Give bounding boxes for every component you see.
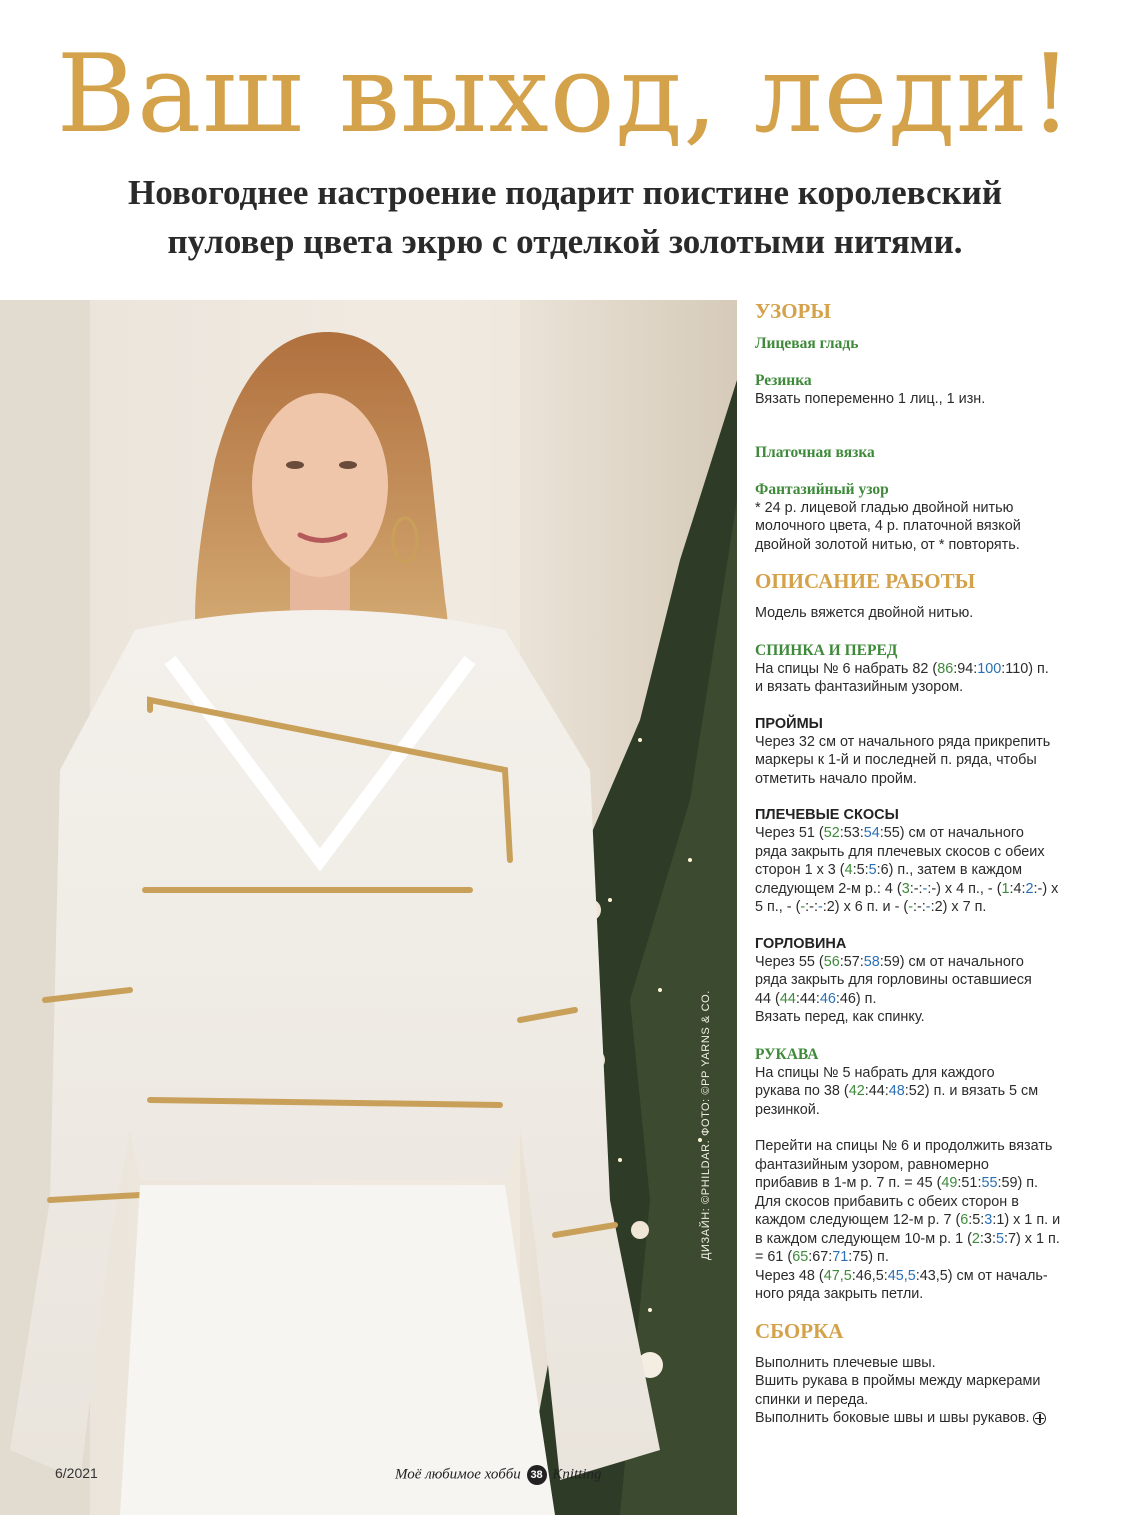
text-line: Вшить рукава в проймы между маркерами xyxy=(755,1373,1041,1389)
text-line: 5 п., - (-:-:-:2) х 6 п. и - (-:-:-:2) х 7 п. xyxy=(755,899,987,915)
text-line: спинки и переда. xyxy=(755,1391,869,1408)
description-heading: ОПИСАНИЕ РАБОТЫ xyxy=(755,569,976,593)
magazine-footer xyxy=(395,1465,602,1485)
pattern-title: Лицевая гладь xyxy=(755,335,859,352)
text-line: На спицы № 5 набрать для каждого xyxy=(755,1064,995,1081)
section-name: Knitting xyxy=(552,1466,602,1483)
pattern-rib xyxy=(755,371,1115,409)
text-line: каждом следующем 12-м р. 7 (6:5:3:1) х 1 п. и xyxy=(755,1212,1061,1228)
text-line: Вязать перед, как спинку. xyxy=(755,1009,925,1025)
text-line: следующем 2-м р.: 4 (3:-:-:-) х 4 п., - (1:4:2:-) х xyxy=(755,880,1059,897)
page-subtitle xyxy=(60,168,1070,266)
pattern-title: Платочная вязка xyxy=(755,443,875,461)
patterns-heading: УЗОРЫ xyxy=(755,299,832,323)
section-title: ГОРЛОВИНА xyxy=(755,935,847,952)
text-line: резинкой. xyxy=(755,1101,820,1118)
text-line: 44 (44:44:46:46) п. xyxy=(755,990,877,1007)
section-assembly xyxy=(755,1354,1115,1428)
text-line: ряда закрыть для плечевых скосов с обеих xyxy=(755,843,1045,860)
text-line: маркеры к 1-й и последней п. ряда, чтобы xyxy=(755,752,1037,768)
subtitle-line-1: Новогоднее настроение подарит поистине королевский xyxy=(127,173,1002,212)
text-line: Через 51 (52:53:54:55) см от начального xyxy=(755,825,1024,841)
model-photo xyxy=(0,300,737,1515)
text-line: Выполнить боковые швы и швы рукавов. xyxy=(755,1409,1115,1428)
section-title: РУКАВА xyxy=(755,1045,819,1063)
text-line: Для скосов прибавить с обеих сторон в xyxy=(755,1193,1019,1210)
text-line: прибавив в 1-м р. 7 п. = 45 (49:51:55:59) п. xyxy=(755,1175,1039,1191)
text-line: рукава по 38 (42:44:48:52) п. и вязать 5 см xyxy=(755,1083,1039,1099)
photo-credit: ДИЗАЙН: ©PHILDAR. ФОТО: ©PP YARNS & CO. xyxy=(700,990,712,1260)
text-line: * 24 р. лицевой гладью двойной нитью xyxy=(755,499,1014,516)
text-line: Через 32 см от начального ряда прикрепить xyxy=(755,733,1051,750)
text-line: На спицы № 6 набрать 82 (86:94:100:110) п. xyxy=(755,660,1049,677)
section-title: ПЛЕЧЕВЫЕ СКОСЫ xyxy=(755,807,899,823)
pattern-title: Резинка xyxy=(755,372,812,389)
magazine-name: Моё любимое хобби xyxy=(395,1466,521,1483)
text-line: молочного цвета, 4 р. платочной вязкой xyxy=(755,518,1021,534)
section-armholes xyxy=(755,715,1115,789)
pattern-stockinette xyxy=(755,334,1115,353)
end-mark-icon xyxy=(1033,1412,1046,1425)
section-shoulders xyxy=(755,806,1115,917)
subtitle-line-2: пуловер цвета экрю с отделкой золотыми нитями. xyxy=(167,222,963,261)
text-line: в каждом следующем 10-м р. 1 (2:3:5:7) х 1 п. xyxy=(755,1230,1060,1247)
text-line: отметить начало пройм. xyxy=(755,770,917,787)
text-line: сторон 1 х 3 (4:5:5:6) п., затем в каждом xyxy=(755,862,1023,878)
pattern-garter xyxy=(755,443,1115,462)
pattern-title: Фантазийный узор xyxy=(755,480,889,498)
text-line: ряда закрыть для горловины оставшиеся xyxy=(755,972,1032,988)
model-photo-illustration xyxy=(0,300,737,1515)
text-line: Выполнить плечевые швы. xyxy=(755,1354,936,1371)
pattern-fancy xyxy=(755,480,1115,555)
page-number: 38 xyxy=(527,1465,547,1485)
section-back-front xyxy=(755,641,1115,697)
text-line: = 61 (65:67:71:75) п. xyxy=(755,1249,889,1265)
section-neckline xyxy=(755,935,1115,1027)
text-line: и вязать фантазийным узором. xyxy=(755,679,964,695)
text-line: Через 55 (56:57:58:59) см от начального xyxy=(755,953,1024,970)
text-line: Через 48 (47,5:46,5:45,5:43,5) см от началь- xyxy=(755,1267,1048,1284)
instructions-column xyxy=(755,298,1115,1428)
text-line: Перейти на спицы № 6 и продолжить вязать xyxy=(755,1138,1053,1154)
assembly-heading: СБОРКА xyxy=(755,1318,844,1343)
text-line: фантазийным узором, равномерно xyxy=(755,1156,989,1173)
section-sleeves xyxy=(755,1045,1115,1304)
page-title: Ваш выход, леди! xyxy=(56,32,1074,157)
section-title: СПИНКА И ПЕРЕД xyxy=(755,641,898,659)
text-line: ного ряда закрыть петли. xyxy=(755,1286,924,1302)
description-intro: Модель вяжется двойной нитью. xyxy=(755,605,974,621)
text-line: двойной золотой нитью, от * повторять. xyxy=(755,536,1020,553)
section-title: ПРОЙМЫ xyxy=(755,715,823,732)
issue-number: 6/2021 xyxy=(55,1465,98,1481)
pattern-text: Вязать попеременно 1 лиц., 1 изн. xyxy=(755,391,986,407)
